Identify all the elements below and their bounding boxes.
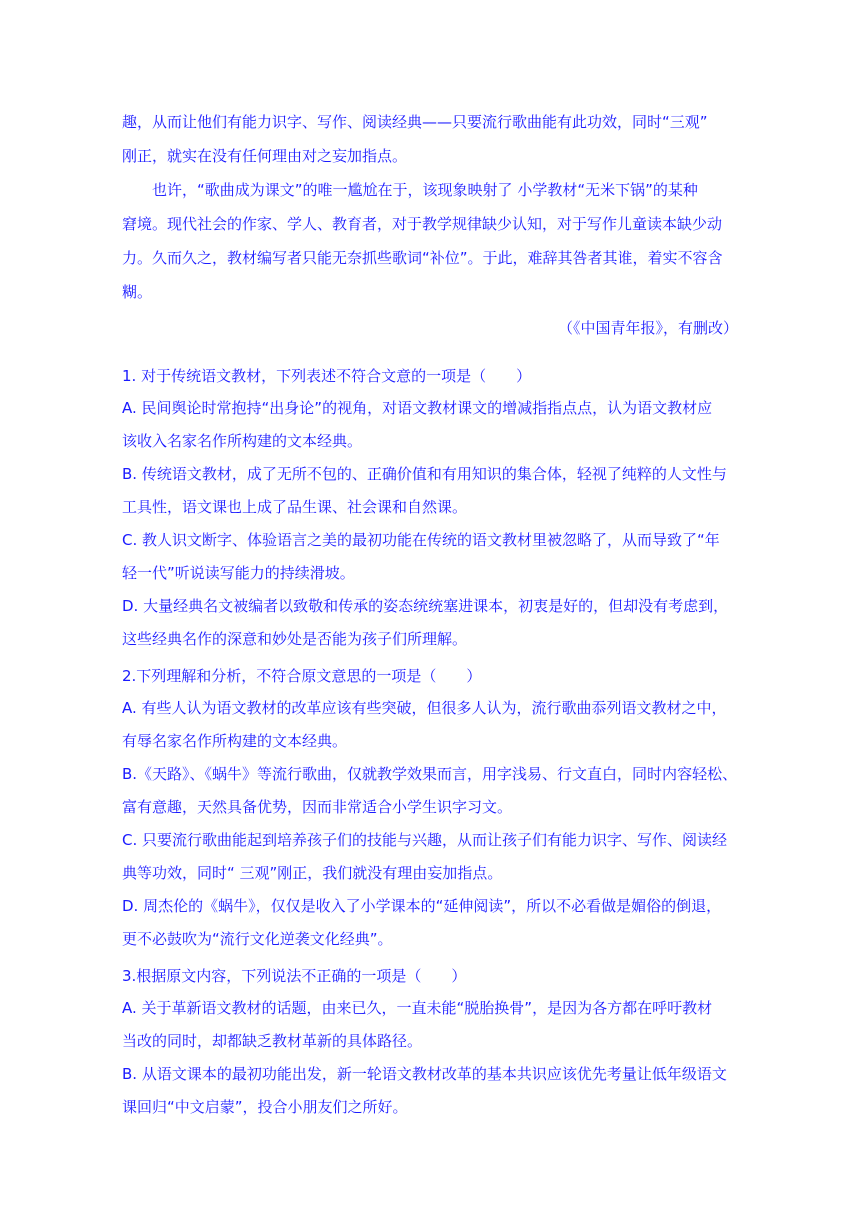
- text-line: 糊。: [122, 283, 153, 301]
- option-line: 更不必鼓吹为“流行文化逆袭文化经典”。: [122, 930, 393, 948]
- option-a: [122, 692, 738, 758]
- text-line: 也许，“歌曲成为课文”的唯一尴尬在于，该现象映射了 小学教材“无米下锅”的某种: [152, 181, 698, 199]
- text-line: 刚正，就实在没有任何理由对之妄加指点。: [122, 147, 408, 165]
- question-2: [122, 660, 738, 956]
- option-line: 课回归“中文启蒙”，投合小朋友们之所好。: [122, 1098, 408, 1116]
- question-3: [122, 960, 738, 1124]
- option-line: D. 周杰伦的《蜗牛》，仅仅是收入了小学课本的“延伸阅读”，所以不必看做是媚俗的倒退，: [122, 897, 722, 915]
- option-c: [122, 524, 738, 590]
- option-line: 典等功效，同时“ 三观”刚正，我们就没有理由妄加指点。: [122, 864, 503, 882]
- source-citation: （《中国青年报》，有删改）: [557, 319, 738, 337]
- option-line: C. 只要流行歌曲能起到培养孩子们的技能与兴趣，从而让孩子们有能力识字、写作、阅读经: [122, 831, 728, 849]
- passage-paragraph-1: [122, 105, 738, 173]
- option-d: [122, 890, 738, 956]
- option-line: D. 大量经典名文被编者以致敬和传承的姿态统统塞进课本，初衷是好的，但却没有考虑到，: [122, 597, 729, 615]
- option-line: 轻一代”听说读写能力的持续滑坡。: [122, 564, 355, 582]
- option-d: [122, 590, 738, 656]
- option-line: 富有意趣，天然具备优势，因而非常适合小学生识字习文。: [122, 798, 513, 816]
- option-line: B. 从语文课本的最初功能出发，新一轮语文教材改革的基本共识应该优先考量让低年级语文: [122, 1065, 727, 1083]
- question-stem: 2.下列理解和分析，不符合原文意思的一项是（ ）: [122, 667, 482, 685]
- text-line: 力。久而久之，教材编写者只能无奈抓些歌词“补位”。于此，难辞其咎者其谁，着实不容含: [122, 249, 723, 267]
- question-stem: 1. 对于传统语文教材，下列表述不符合文意的一项是（ ）: [122, 367, 532, 385]
- option-line: A. 民间舆论时常抱持“出身论”的视角，对语文教材课文的增减指指点点，认为语文教材应: [122, 399, 713, 417]
- option-line: C. 教人识文断字、体验语言之美的最初功能在传统的语文教材里被忽略了，从而导致了“年: [122, 531, 720, 549]
- option-line: 这些经典名作的深意和妙处是否能为孩子们所理解。: [122, 630, 468, 648]
- option-line: A. 关于革新语文教材的话题，由来已久，一直未能“脱胎换骨”，是因为各方都在呼吁教材: [122, 999, 713, 1017]
- question-stem: 3.根据原文内容，下列说法不正确的一项是（ ）: [122, 967, 467, 985]
- option-line: A. 有些人认为语文教材的改革应该有些突破，但很多人认为，流行歌曲忝列语文教材之中，: [122, 699, 727, 717]
- option-a: [122, 392, 738, 458]
- option-line: B. 传统语文教材，成了无所不包的、正确价值和有用知识的集合体，轻视了纯粹的人文性与: [122, 465, 727, 483]
- text-line: 窘境。现代社会的作家、学人、教育者，对于教学规律缺少认知，对于写作儿童读本缺少动: [122, 215, 723, 233]
- option-line: 工具性，语文课也上成了品生课、社会课和自然课。: [122, 498, 468, 516]
- option-line: 当改的同时，却都缺乏教材革新的具体路径。: [122, 1032, 423, 1050]
- text-line: 趣，从而让他们有能力识字、写作、阅读经典——只要流行歌曲能有此功效，同时“三观”: [122, 113, 708, 131]
- option-line: 该收入名家名作所构建的文本经典。: [122, 432, 363, 450]
- question-1: [122, 360, 738, 656]
- option-c: [122, 824, 738, 890]
- option-b: [122, 1058, 738, 1124]
- option-line: 有辱名家名作所构建的文本经典。: [122, 732, 348, 750]
- passage-paragraph-2: [122, 173, 738, 309]
- option-b: [122, 758, 738, 824]
- option-line: B.《天路》、《蜗牛》等流行歌曲，仅就教学效果而言，用字浅易、行文直白，同时内容轻松、: [122, 765, 738, 783]
- option-b: [122, 458, 738, 524]
- option-a: [122, 992, 738, 1058]
